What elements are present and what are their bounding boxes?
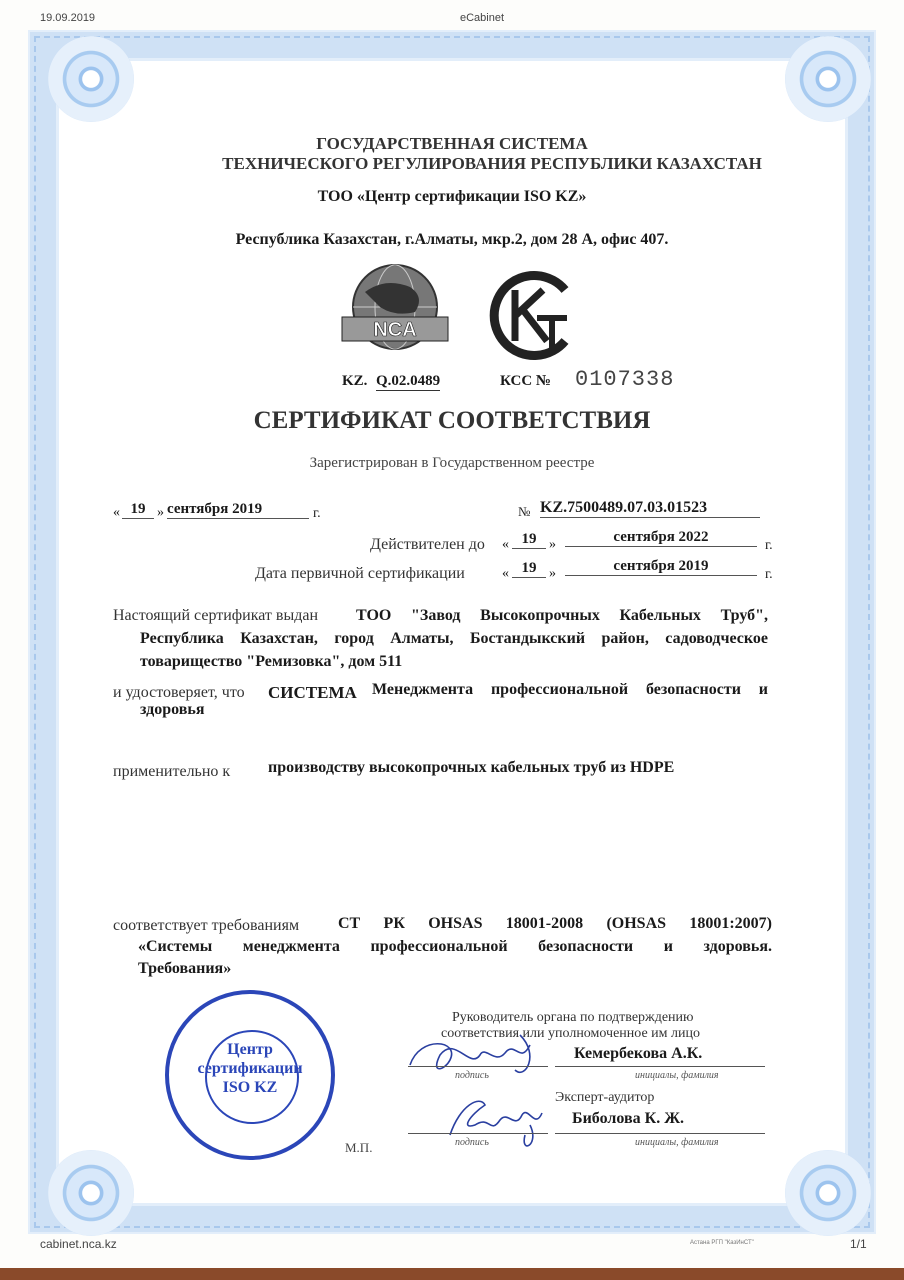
rosette-ornament <box>785 36 871 122</box>
issued-to-line3: товарищество "Ремизовка", дом 511 <box>140 653 403 670</box>
header-line1: ГОСУДАРСТВЕННАЯ СИСТЕМА <box>316 134 588 153</box>
certificate-title: СЕРТИФИКАТ СООТВЕТСТВИЯ <box>253 407 651 434</box>
head-name: Кемербекова А.К. <box>574 1045 703 1062</box>
kcc-number: 0107338 <box>575 367 675 392</box>
address: Республика Казахстан, г.Алматы, мкр.2, дом 28 А, офис 407. <box>235 231 669 248</box>
year-suffix: г. <box>765 538 773 553</box>
issued-to-line1: ТОО "Завод Высокопрочных Кабельных Труб", <box>356 607 768 624</box>
quote-open: « <box>502 566 509 581</box>
organization: ТОО «Центр сертификации ISO KZ» <box>317 188 587 205</box>
system-word: СИСТЕМА <box>268 683 357 702</box>
mp-label: М.П. <box>345 1140 373 1155</box>
certifies-label: и удостоверяет, что <box>113 684 245 701</box>
stamp-line: ISO KZ <box>222 1079 278 1096</box>
quote-close: » <box>157 505 164 520</box>
issue-month-year: сентября 2019 <box>167 501 309 519</box>
print-url: cabinet.nca.kz <box>40 1237 117 1251</box>
kc-conformity-logo <box>485 268 580 363</box>
number-label: № <box>518 504 531 519</box>
system-line1: Менеджмента профессиональной безопасности и <box>372 681 768 698</box>
page-number: 1/1 <box>850 1237 867 1251</box>
auditor-signature <box>430 1085 560 1155</box>
stamp-line: Центр <box>227 1041 273 1058</box>
organization-stamp <box>165 990 335 1160</box>
auditor-name: Биболова К. Ж. <box>572 1110 685 1127</box>
signature-caption: подпись <box>455 1070 489 1081</box>
year-suffix: г. <box>313 506 321 521</box>
print-date: 19.09.2019 <box>40 12 96 24</box>
svg-text:NCA: NCA <box>373 319 417 341</box>
valid-month-year: сентября 2022 <box>565 529 757 547</box>
print-title: eCabinet <box>460 12 505 24</box>
rosette-ornament <box>48 36 134 122</box>
conforms-label: соответствует требованиям <box>113 917 300 934</box>
first-cert-label: Дата первичной сертификации <box>255 565 465 582</box>
valid-day: 19 <box>512 531 546 549</box>
conforms-line1: СТ РК OHSAS 18001-2008 (OHSAS 18001:2007) <box>338 915 772 932</box>
certificate-number: KZ.7500489.07.03.01523 <box>540 499 760 518</box>
kz-label: KZ. <box>342 373 368 389</box>
auditor-title: Эксперт-аудитор <box>555 1090 655 1105</box>
year-suffix: г. <box>765 567 773 582</box>
conforms-line3: Требования» <box>138 960 232 977</box>
name-caption: инициалы, фамилия <box>635 1070 719 1081</box>
applies-value: производству высокопрочных кабельных труб из HDPE <box>268 759 675 776</box>
first-day: 19 <box>512 560 546 578</box>
rosette-ornament <box>785 1150 871 1236</box>
head-title-1: Руководитель органа по подтверждению <box>452 1010 694 1025</box>
issued-to-label: Настоящий сертификат выдан <box>113 607 319 624</box>
nca-globe-logo <box>340 262 450 362</box>
signature-caption: подпись <box>455 1137 489 1148</box>
footer-note: Астана РГП "КазИнСТ" <box>690 1240 754 1246</box>
kcc-label: КСС № <box>500 373 551 389</box>
first-month-year: сентября 2019 <box>565 558 757 576</box>
head-title-2: соответствия или уполномоченное им лицо <box>441 1026 700 1041</box>
header-line2: ТЕХНИЧЕСКОГО РЕГУЛИРОВАНИЯ РЕСПУБЛИКИ КАЗАХСТАН <box>222 154 762 173</box>
quote-close: » <box>549 537 556 552</box>
quote-open: « <box>113 505 120 520</box>
issue-day: 19 <box>122 501 154 519</box>
rosette-ornament <box>48 1150 134 1236</box>
applies-label: применительно к <box>113 763 231 780</box>
valid-label: Действителен до <box>370 536 485 553</box>
quote-open: « <box>502 537 509 552</box>
quote-close: » <box>549 566 556 581</box>
registered-text: Зарегистрирован в Государственном реестре <box>309 455 595 471</box>
system-line2: здоровья <box>140 701 205 718</box>
stamp-line: сертификации <box>197 1060 303 1077</box>
issued-to-line2: Республика Казахстан, город Алматы, Бостандыкский район, садоводческое <box>140 630 768 647</box>
name-caption: инициалы, фамилия <box>635 1137 719 1148</box>
conforms-line2: «Системы менеджмента профессиональной безопасности и здоровья. <box>138 938 772 955</box>
kz-number: Q.02.0489 <box>376 373 441 389</box>
